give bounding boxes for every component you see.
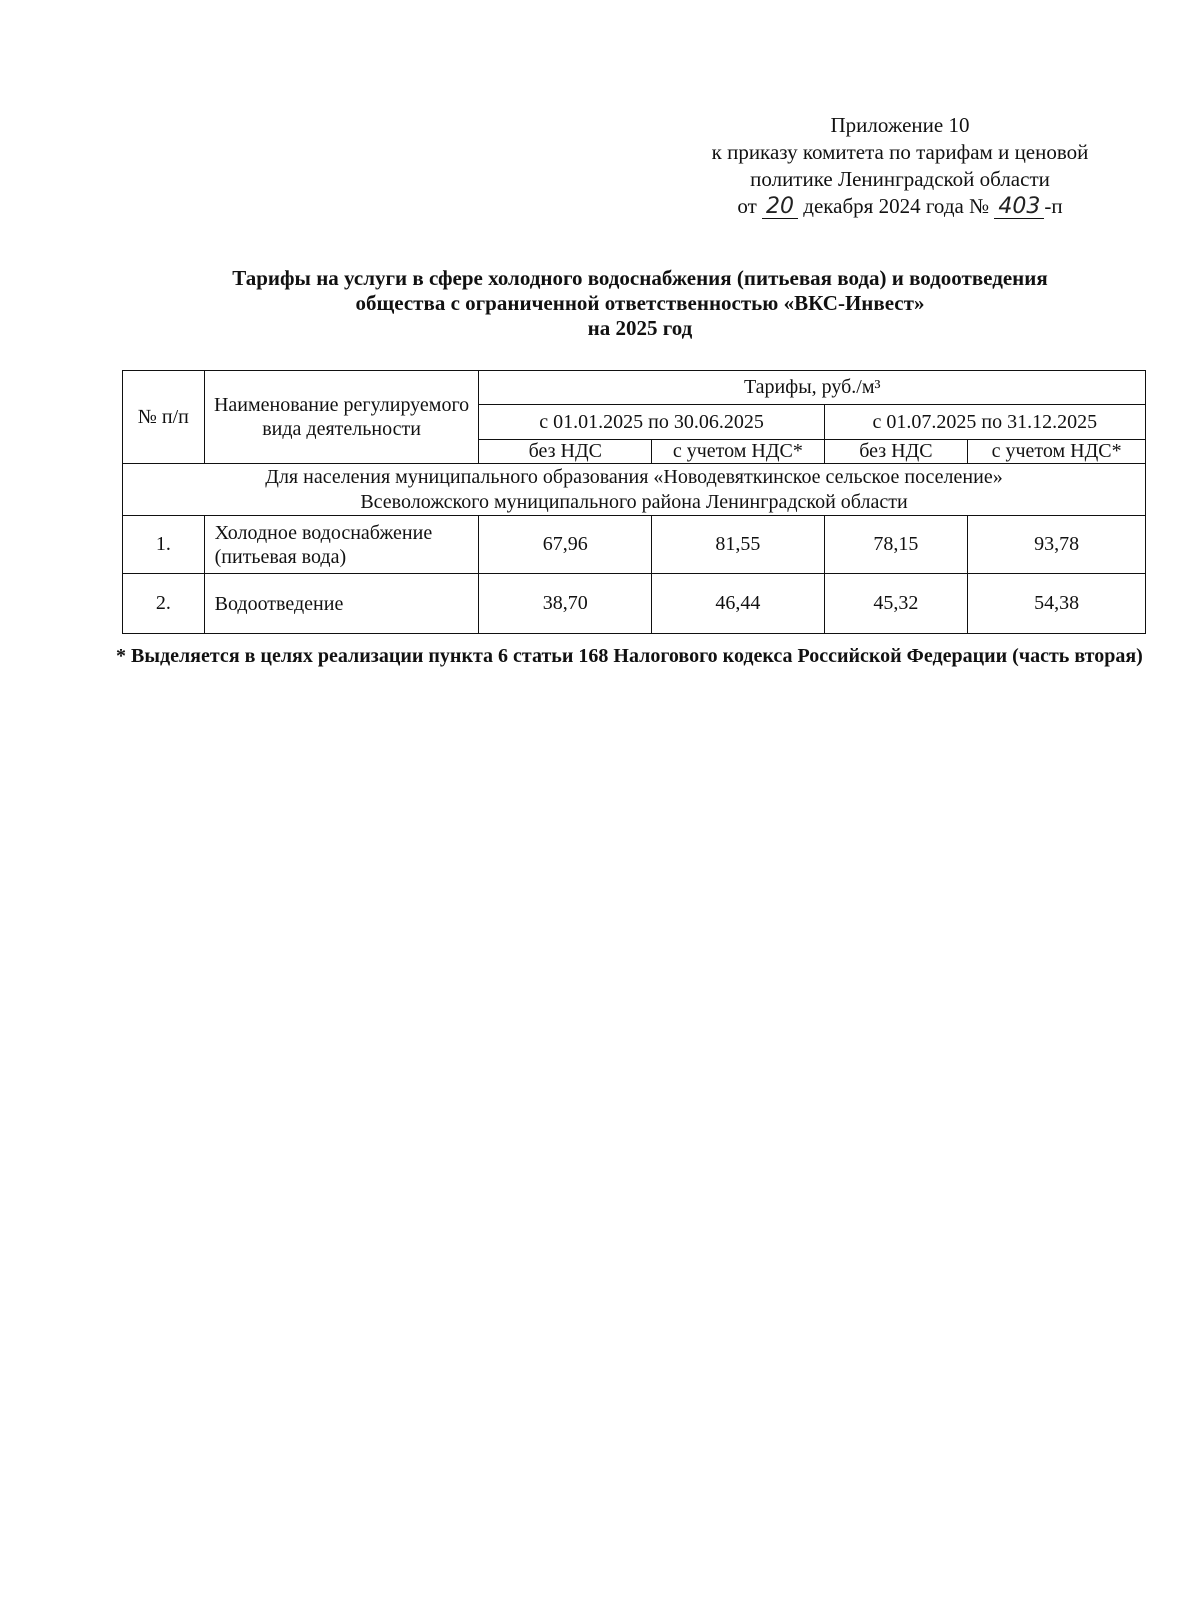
group-cell bbox=[123, 464, 1146, 516]
annex-date-line bbox=[640, 193, 1160, 220]
row-name: Водоотведение bbox=[204, 574, 479, 634]
group-line-2: Всеволожского муниципального района Ленинградской области bbox=[360, 490, 908, 513]
row-p2-with-vat: 54,38 bbox=[968, 574, 1146, 634]
table-row bbox=[123, 574, 1146, 634]
annex-title: Приложение 10 bbox=[830, 113, 970, 137]
period-2-header: с 01.07.2025 по 31.12.2025 bbox=[824, 405, 1145, 440]
row-p2-no-vat: 78,15 bbox=[824, 516, 968, 574]
title-line-3: на 2025 год bbox=[587, 316, 693, 340]
p1-no-vat-header: без НДС bbox=[479, 440, 652, 464]
col-header-number: № п/п bbox=[123, 371, 205, 464]
row-p1-no-vat: 38,70 bbox=[479, 574, 652, 634]
col-header-tariffs: Тарифы, руб./м³ bbox=[479, 371, 1146, 405]
row-p1-with-vat: 81,55 bbox=[652, 516, 825, 574]
p1-with-vat-header: с учетом НДС* bbox=[652, 440, 825, 464]
row-p2-with-vat: 93,78 bbox=[968, 516, 1146, 574]
row-p1-with-vat: 46,44 bbox=[652, 574, 825, 634]
date-prefix: от bbox=[737, 194, 757, 218]
document-title bbox=[100, 266, 1180, 341]
table-row bbox=[123, 516, 1146, 574]
header-row-1 bbox=[123, 371, 1146, 405]
title-line-1: Тарифы на услуги в сфере холодного водоснабжения (питьевая вода) и водоотведения bbox=[232, 266, 1048, 290]
date-middle: декабря 2024 года № bbox=[803, 194, 990, 218]
row-number: 2. bbox=[123, 574, 205, 634]
vat-footnote: * Выделяется в целях реализации пункта 6 статьи 168 Налогового кодекса Российской Федерации (часть вторая) bbox=[116, 645, 1143, 667]
row-p2-no-vat: 45,32 bbox=[824, 574, 968, 634]
number-suffix: -п bbox=[1044, 194, 1063, 218]
title-line-2: общества с ограниченной ответственностью «ВКС-Инвест» bbox=[355, 291, 925, 315]
row-name: Холодное водоснабжение (питьевая вода) bbox=[204, 516, 479, 574]
row-number: 1. bbox=[123, 516, 205, 574]
handwritten-number: 403 bbox=[994, 196, 1044, 219]
p2-no-vat-header: без НДС bbox=[824, 440, 968, 464]
annex-block bbox=[640, 112, 1160, 220]
p2-with-vat-header: с учетом НДС* bbox=[968, 440, 1146, 464]
row-p1-no-vat: 67,96 bbox=[479, 516, 652, 574]
annex-order-ref: к приказу комитета по тарифам и ценовой bbox=[711, 140, 1089, 164]
group-row bbox=[123, 464, 1146, 516]
period-1-header: с 01.01.2025 по 30.06.2025 bbox=[479, 405, 824, 440]
annex-committee: политике Ленинградской области bbox=[750, 167, 1050, 191]
tariffs-table bbox=[122, 370, 1146, 634]
col-header-name: Наименование регулируемого вида деятельности bbox=[204, 371, 479, 464]
group-line-1: Для населения муниципального образования «Новодевяткинское сельское поселение» bbox=[265, 465, 1003, 488]
handwritten-day: 20 bbox=[762, 196, 798, 219]
